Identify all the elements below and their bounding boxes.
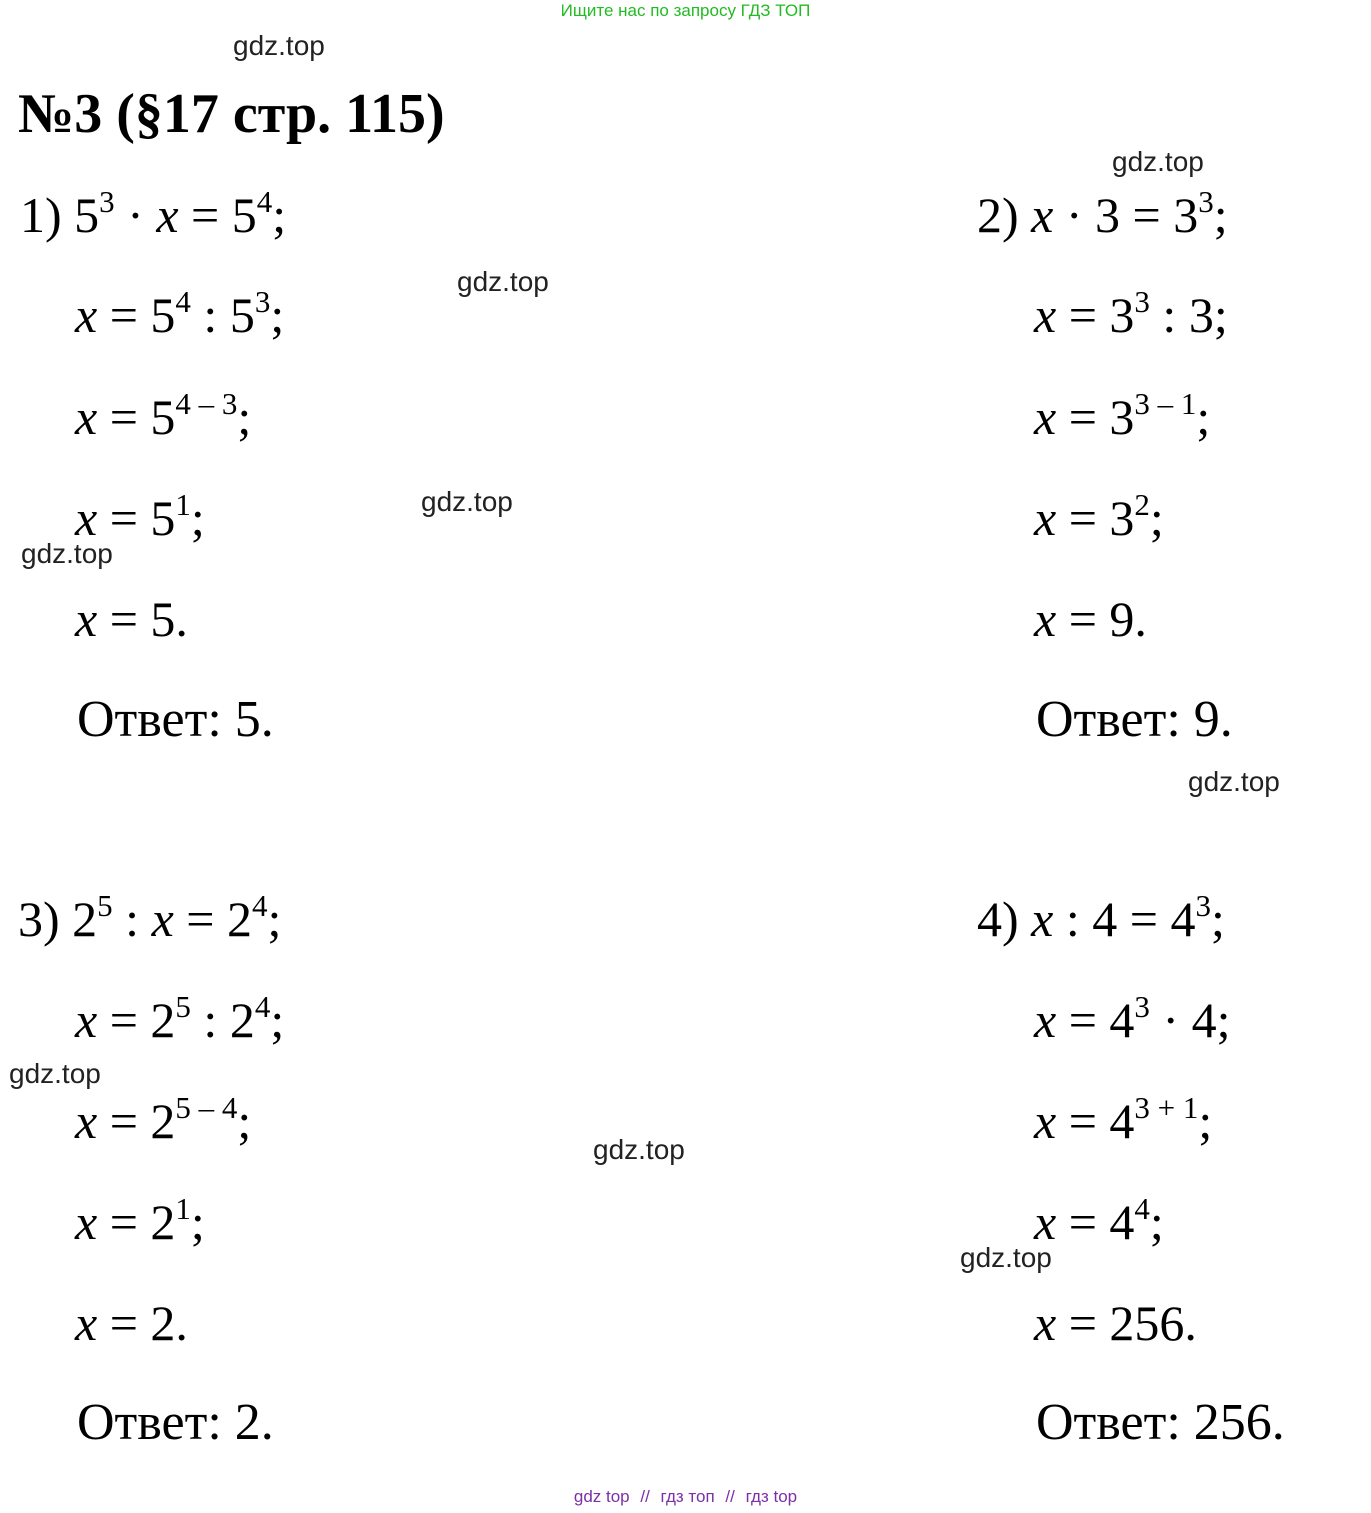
footer-link[interactable]: gdz top [573, 1487, 630, 1506]
punctuation: ; [1149, 490, 1164, 546]
punctuation: ; [237, 1093, 252, 1149]
equals: = [109, 992, 138, 1048]
punctuation: ; [190, 490, 205, 546]
footer-link[interactable]: гдз top [745, 1487, 798, 1506]
variable: x [1034, 287, 1057, 343]
watermark: gdz.top [21, 538, 113, 569]
watermark: gdz.top [9, 1058, 101, 1089]
base: 2 [150, 1093, 176, 1149]
variable: x [75, 1194, 98, 1250]
variable: x [1034, 591, 1057, 647]
watermark: gdz.top [457, 266, 549, 297]
punctuation: ; [190, 1194, 205, 1250]
number: 4; [1191, 992, 1231, 1048]
exponent: 4 [254, 989, 271, 1024]
base: 2 [229, 992, 255, 1048]
exponent: 3 [1198, 184, 1214, 219]
punctuation: ; [267, 891, 282, 947]
problem-4-step-5 [1034, 1295, 1197, 1351]
equals: = [109, 1295, 138, 1351]
watermark: gdz.top [421, 486, 513, 517]
base: 4 [1170, 891, 1196, 947]
exponent: 4 [251, 888, 268, 923]
punctuation: ; [270, 287, 285, 343]
base: 5 [150, 287, 176, 343]
number: 3 [1095, 187, 1121, 243]
variable: x [1031, 891, 1054, 947]
operator: · [127, 187, 144, 243]
variable: x [151, 891, 174, 947]
exponent: 3 + 1 [1134, 1090, 1199, 1125]
problem-3-step-5 [75, 1295, 188, 1351]
problem-2-step-4 [1034, 487, 1164, 546]
operator: : [203, 287, 218, 343]
variable: x [1034, 992, 1057, 1048]
problem-1-step-4 [75, 487, 205, 546]
result: 2. [150, 1295, 188, 1351]
result: 5. [150, 591, 188, 647]
exponent: 5 – 4 [175, 1090, 238, 1125]
base: 5 [74, 187, 100, 243]
base: 3 [1173, 187, 1199, 243]
base: 5 [229, 287, 255, 343]
base: 2 [226, 891, 252, 947]
equals: = [109, 287, 138, 343]
problem-1-step-5 [75, 591, 188, 647]
operator: : [1065, 891, 1080, 947]
equals: = [1068, 389, 1097, 445]
equals: = [1068, 992, 1097, 1048]
problem-1-step-2 [75, 284, 285, 343]
exponent: 1 [175, 1191, 191, 1226]
operator: : [125, 891, 140, 947]
exponent: 3 [1134, 284, 1150, 319]
operator: : [203, 992, 218, 1048]
equals: = [1068, 1295, 1097, 1351]
problem-number: 4) [977, 891, 1019, 947]
base: 4 [1109, 1194, 1135, 1250]
base: 2 [150, 992, 176, 1048]
base: 3 [1109, 389, 1135, 445]
exponent: 3 [254, 284, 271, 319]
exponent: 3 [99, 184, 115, 219]
problem-number: 2) [977, 187, 1019, 243]
problem-1-answer: Ответ: 5. [77, 691, 274, 748]
punctuation: ; [1149, 1194, 1164, 1250]
exponent: 4 [256, 184, 273, 219]
exponent: 3 – 1 [1134, 386, 1197, 421]
equals: = [1129, 891, 1158, 947]
footer-link[interactable]: гдз топ [660, 1487, 715, 1506]
variable: x [1031, 187, 1054, 243]
variable: x [1034, 1194, 1057, 1250]
base: 5 [150, 490, 176, 546]
footer-separator: // [640, 1487, 650, 1506]
equals: = [1068, 490, 1097, 546]
equals: = [109, 389, 138, 445]
variable: x [1034, 490, 1057, 546]
result: 256. [1109, 1295, 1197, 1351]
punctuation: ; [1198, 1093, 1213, 1149]
operator: · [1065, 187, 1083, 243]
punctuation: ; [1213, 187, 1228, 243]
problem-3-step-2 [75, 989, 285, 1048]
watermark: gdz.top [1112, 146, 1204, 177]
operator: · [1162, 992, 1180, 1048]
number: 4 [1092, 891, 1118, 947]
problem-number: 1) [20, 187, 62, 243]
footer-separator: // [725, 1487, 735, 1506]
exponent: 5 [97, 888, 113, 923]
base: 4 [1109, 1093, 1135, 1149]
base: 5 [150, 389, 176, 445]
problem-4-step-2 [1034, 989, 1231, 1048]
exponent: 5 [175, 989, 191, 1024]
exponent: 2 [1134, 487, 1150, 522]
equals: = [1068, 1093, 1097, 1149]
exponent: 3 [1134, 989, 1150, 1024]
base: 3 [1109, 490, 1135, 546]
operator: : [1162, 287, 1177, 343]
punctuation: ; [237, 389, 252, 445]
search-banner[interactable]: Ищите нас по запросу ГДЗ ТОП [560, 1, 811, 20]
problem-4-step-4 [1034, 1191, 1164, 1250]
problem-2-answer: Ответ: 9. [1036, 691, 1233, 748]
problem-4-equation [977, 888, 1225, 947]
problem-3-answer: Ответ: 2. [77, 1394, 274, 1451]
variable: x [75, 389, 98, 445]
watermark: gdz.top [1188, 766, 1280, 797]
problem-4-answer: Ответ: 256. [1036, 1394, 1285, 1451]
punctuation: ; [270, 992, 285, 1048]
watermark: gdz.top [960, 1242, 1052, 1273]
variable: x [75, 1093, 98, 1149]
number: 3; [1188, 287, 1228, 343]
problem-3-equation [18, 888, 282, 947]
exponent: 4 [175, 284, 191, 319]
exponent: 1 [175, 487, 191, 522]
equals: = [109, 1093, 138, 1149]
problem-1-equation [20, 184, 287, 243]
equals: = [186, 891, 215, 947]
equals: = [1068, 1194, 1097, 1250]
base: 5 [231, 187, 257, 243]
problem-2-step-3 [1034, 386, 1211, 445]
problem-1-step-3 [75, 386, 252, 445]
base: 2 [72, 891, 98, 947]
base: 4 [1109, 992, 1135, 1048]
variable: x [1034, 389, 1057, 445]
equals: = [109, 490, 138, 546]
page-title: №3 (§17 стр. 115) [18, 83, 445, 145]
problem-4-step-3 [1034, 1090, 1213, 1149]
equals: = [1068, 591, 1097, 647]
equals: = [109, 1194, 138, 1250]
watermark: gdz.top [233, 30, 325, 61]
problem-number: 3) [18, 891, 60, 947]
equals: = [109, 591, 138, 647]
equals: = [191, 187, 220, 243]
exponent: 4 [1134, 1191, 1150, 1226]
variable: x [1034, 1093, 1057, 1149]
variable: x [75, 591, 98, 647]
footer-links [0, 1487, 1371, 1507]
base: 3 [1109, 287, 1135, 343]
problem-2-step-5 [1034, 591, 1147, 647]
problem-2-step-2 [1034, 284, 1228, 343]
variable: x [75, 1295, 98, 1351]
variable: x [75, 992, 98, 1048]
exponent: 3 [1195, 888, 1211, 923]
punctuation: ; [1196, 389, 1211, 445]
result: 9. [1109, 591, 1147, 647]
punctuation: ; [272, 187, 287, 243]
equals: = [1068, 287, 1097, 343]
exponent: 4 – 3 [175, 386, 238, 421]
variable: x [75, 287, 98, 343]
equals: = [1132, 187, 1161, 243]
punctuation: ; [1210, 891, 1225, 947]
variable: x [75, 490, 98, 546]
watermark: gdz.top [593, 1134, 685, 1165]
variable: x [1034, 1295, 1057, 1351]
problem-2-equation [977, 184, 1228, 243]
variable: x [156, 187, 179, 243]
problem-3-step-3 [75, 1090, 252, 1149]
base: 2 [150, 1194, 176, 1250]
problem-3-step-4 [75, 1191, 205, 1250]
